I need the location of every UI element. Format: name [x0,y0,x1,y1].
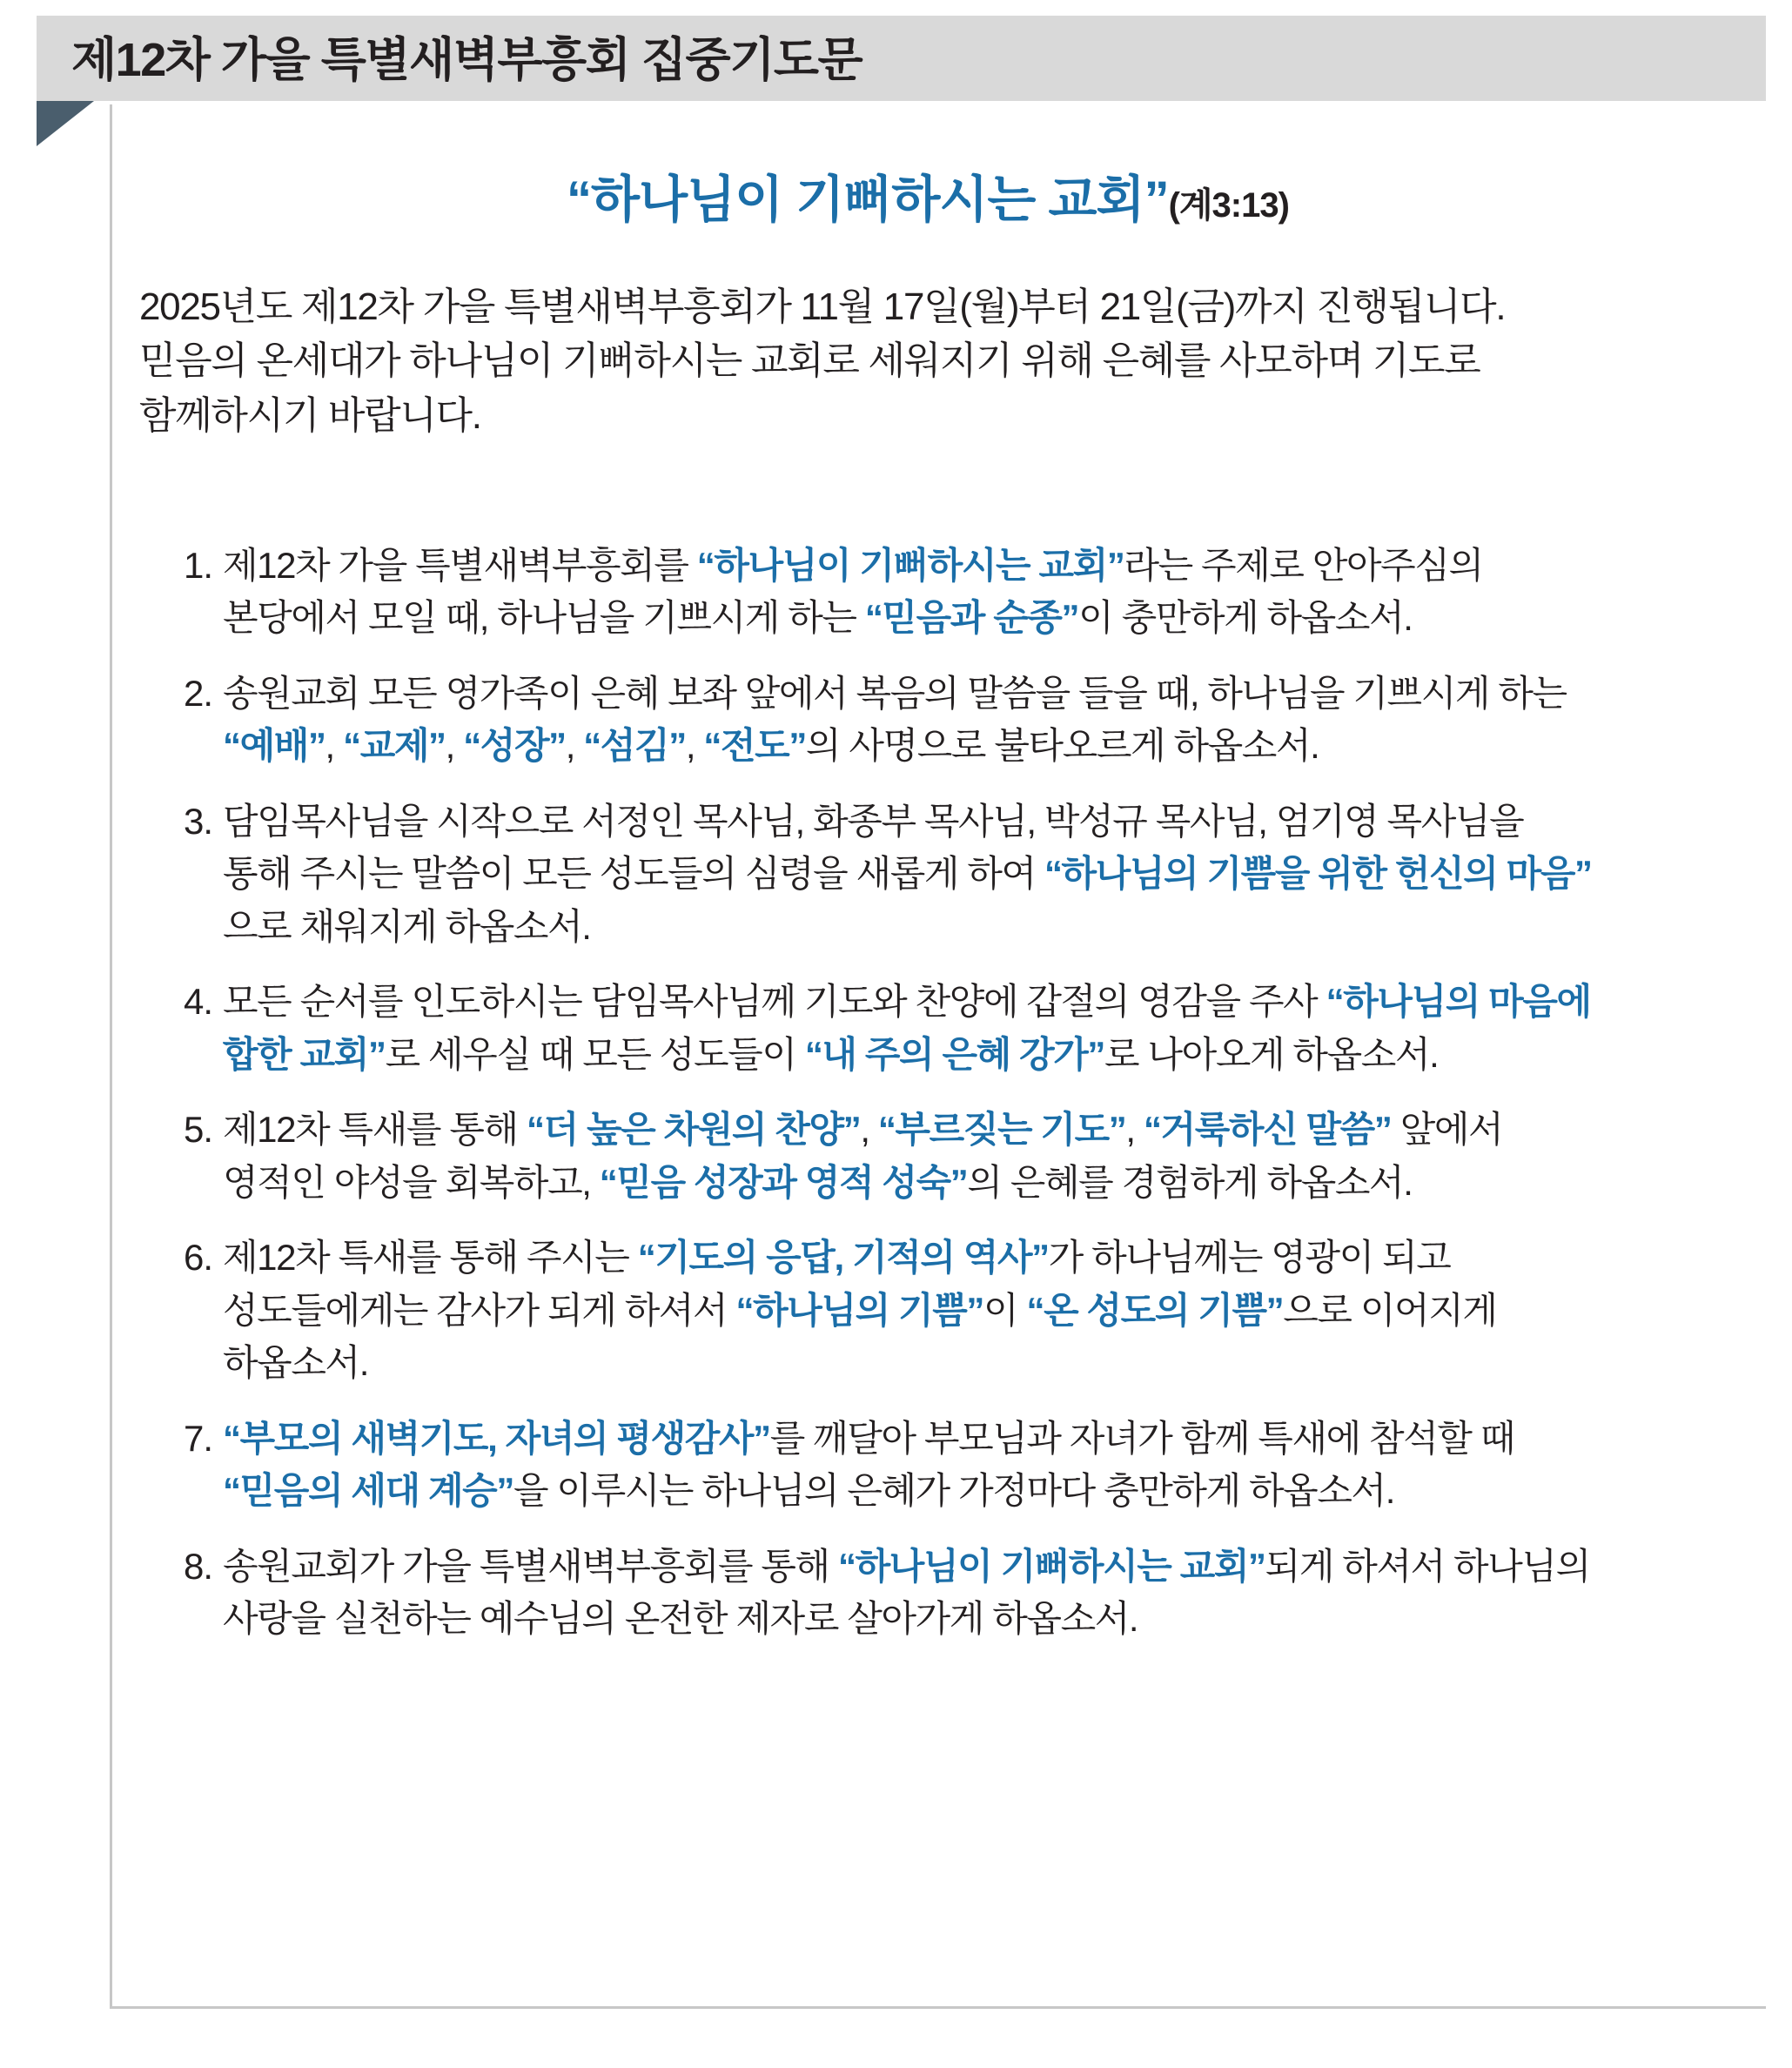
text-segment: 앞에서 [1391,1109,1503,1151]
prayer-item-line [223,1337,1746,1389]
prayer-item [162,796,1746,953]
text-segment: 본당에서 모일 때, 하나님을 기쁘시게 하는 [223,597,865,639]
text-segment: , [1125,1109,1144,1151]
highlighted-phrase: “하나님의 기쁨을 위한 헌신의 마음” [1044,853,1592,895]
prayer-item-line [223,1029,1746,1081]
text-segment: 으로 채워지게 하옵소서. [223,905,591,947]
prayer-item [162,1541,1746,1646]
text-segment: 라는 주제로 안아주심의 [1124,545,1483,586]
highlighted-phrase: “믿음과 순종” [864,597,1079,639]
highlighted-phrase: “하나님의 마음에 [1326,981,1591,1023]
highlighted-phrase: “믿음 성장과 영적 성숙” [599,1161,968,1203]
highlighted-phrase: 합한 교회” [223,1033,386,1075]
prayer-item-line [223,720,1746,772]
prayer-item-line [223,1232,1746,1284]
text-segment: 송원교회가 가을 특별새벽부흥회를 통해 [223,1545,839,1587]
highlighted-phrase: “성장” [463,725,566,767]
main-title-reference: (계3:13) [1168,186,1289,225]
prayer-item [162,668,1746,773]
prayer-item-number: 7. [183,1417,212,1459]
prayer-item-line [223,1104,1746,1156]
highlighted-phrase: “하나님이 기뻐하시는 교회” [696,545,1124,586]
highlighted-phrase: “믿음의 세대 계승” [223,1470,513,1512]
prayer-item-text [212,1104,1746,1209]
prayer-item [162,1413,1746,1518]
intro-line-3: 함께하시기 바랍니다. [139,393,481,437]
text-segment: 성도들에게는 감사가 되게 하셔서 [223,1289,736,1331]
prayer-item-line [223,1157,1746,1209]
intro-line-2: 믿음의 온세대가 하나님이 기뻐하시는 교회로 세워지기 위해 은혜를 사모하며 기도로 [139,339,1480,383]
text-segment: , [685,725,704,767]
text-segment: 로 세우실 때 모든 성도들이 [385,1033,805,1075]
prayer-item-line [223,592,1746,644]
highlighted-phrase: “교제” [343,725,446,767]
prayer-item-line [223,796,1746,848]
prayer-item-line [223,901,1746,953]
prayer-item-line [223,976,1746,1028]
text-segment: 이 충만하게 하옵소서. [1078,597,1413,639]
prayer-item-line [223,1465,1746,1517]
prayer-item-text [212,540,1746,645]
prayer-item-text [212,976,1746,1081]
page-title: 제12차 가을 특별새벽부흥회 집중기도문 [71,34,862,86]
text-segment: 모든 순서를 인도하시는 담임목사님께 기도와 찬양에 갑절의 영감을 주사 [223,981,1326,1023]
text-segment: 송원교회 모든 영가족이 은혜 보좌 앞에서 복음의 말씀을 들을 때, 하나님을 기쁘시게 하는 [223,672,1567,714]
prayer-item-number: 4. [183,981,212,1023]
prayer-item-line [223,848,1746,900]
main-title [110,158,1746,232]
prayer-item-line [223,540,1746,592]
text-segment: 으로 이어지게 [1283,1289,1497,1331]
text-segment: 담임목사님을 시작으로 서정인 목사님, 화종부 목사님, 박성규 목사님, 엄기영 목사님을 [223,800,1524,842]
text-segment: 가 하나님께는 영광이 되고 [1048,1237,1451,1279]
text-segment: , [860,1109,878,1151]
prayer-item-number: 6. [183,1237,212,1279]
prayer-item [162,976,1746,1081]
text-segment: 의 사명으로 불타오르게 하옵소서. [805,725,1319,767]
text-segment: 제12차 특새를 통해 주시는 [223,1237,638,1279]
prayer-item-text [212,668,1746,773]
prayer-item-number: 5. [183,1109,212,1151]
prayer-item-number: 8. [183,1545,212,1587]
text-segment: 로 나아오게 하옵소서. [1104,1033,1439,1075]
prayer-item-line [223,1285,1746,1337]
highlighted-phrase: “내 주의 은혜 강가” [804,1033,1105,1075]
header-fold-decoration [37,101,94,146]
highlighted-phrase: “섬김” [583,725,686,767]
intro-line-1: 2025년도 제12차 가을 특별새벽부흥회가 11월 17일(월)부터 21일(금)까지 진행됩니다. [139,285,1506,328]
highlighted-phrase: “전도” [703,725,806,767]
text-segment: 사랑을 실천하는 예수님의 온전한 제자로 살아가게 하옵소서. [223,1597,1138,1639]
prayer-item-number: 2. [183,672,212,714]
text-segment: 의 은혜를 경험하게 하옵소서. [967,1161,1413,1203]
highlighted-phrase: “하나님의 기쁨” [735,1289,984,1331]
highlighted-phrase: “예배” [223,725,326,767]
prayer-item-line [223,668,1746,720]
prayer-list [162,540,1746,1668]
prayer-item-text [212,1232,1746,1389]
prayer-item-text [212,1413,1746,1518]
text-segment: 을 이루시는 하나님의 은혜가 가정마다 충만하게 하옵소서. [513,1470,1394,1512]
highlighted-phrase: “부모의 새벽기도, 자녀의 평생감사” [223,1417,770,1459]
prayer-item-line [223,1413,1746,1465]
highlighted-phrase: “기도의 응답, 기적의 역사” [637,1237,1049,1279]
text-segment: , [445,725,464,767]
highlighted-phrase: “하나님이 기뻐하시는 교회” [838,1545,1265,1587]
text-segment: , [325,725,344,767]
prayer-item-line [223,1541,1746,1593]
main-title-theme: “하나님이 기뻐하시는 교회” [567,171,1169,228]
text-segment: 되게 하셔서 하나님의 [1265,1545,1590,1587]
text-segment: 하옵소서. [223,1342,368,1384]
prayer-item [162,540,1746,645]
text-segment: 제12차 특새를 통해 [223,1109,527,1151]
intro-paragraph [139,280,1736,443]
highlighted-phrase: “온 성도의 기쁨” [1026,1289,1284,1331]
prayer-item-line [223,1593,1746,1645]
prayer-item-number: 1. [183,545,212,586]
highlighted-phrase: “더 높은 차원의 찬양” [526,1109,861,1151]
text-segment: 제12차 가을 특별새벽부흥회를 [223,545,697,586]
prayer-item-number: 3. [183,800,212,842]
text-segment: , [565,725,584,767]
prayer-item [162,1232,1746,1389]
text-segment: 를 깨달아 부모님과 자녀가 함께 특새에 참석할 때 [769,1417,1515,1459]
highlighted-phrase: “거룩하신 말씀” [1143,1109,1392,1151]
highlighted-phrase: “부르짖는 기도” [877,1109,1126,1151]
text-segment: 이 [983,1289,1027,1331]
prayer-item-text [212,1541,1746,1646]
text-segment: 영적인 야성을 회복하고, [223,1161,600,1203]
prayer-item [162,1104,1746,1209]
text-segment: 통해 주시는 말씀이 모든 성도들의 심령을 새롭게 하여 [223,853,1044,895]
prayer-item-text [212,796,1746,953]
